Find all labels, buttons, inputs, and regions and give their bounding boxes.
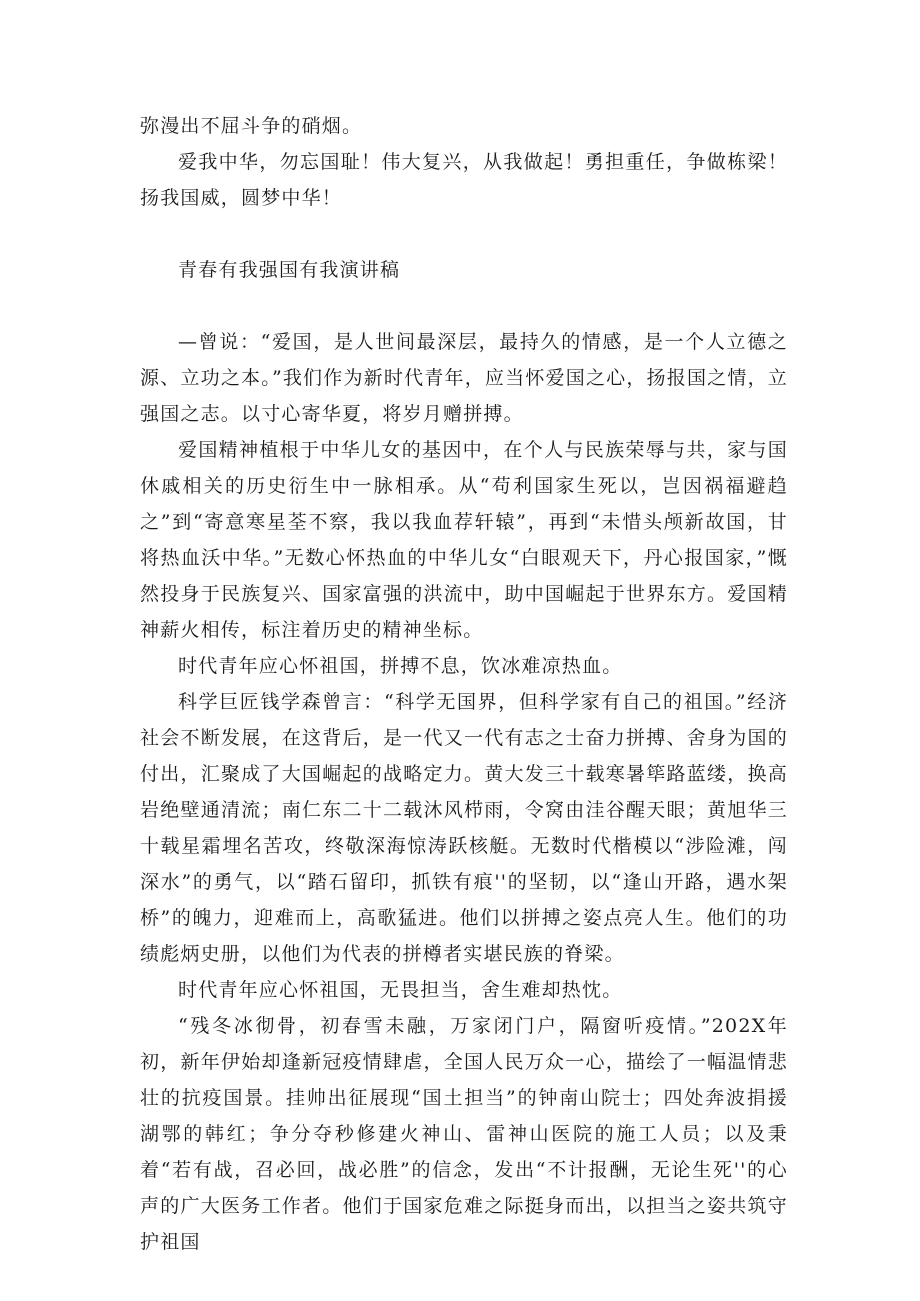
- paragraph-heading-strive: 时代青年应心怀祖国，拼搏不息，饮冰难凉热血。: [178, 655, 623, 677]
- paragraph-slogan: 爱我中华，勿忘国耻！伟大复兴，从我做起！勇担重任，争做栋梁！扬我国威，圆梦中华！: [140, 151, 788, 209]
- paragraph-scientists: 科学巨匠钱学森曾言：“科学无国界，但科学家有自己的祖国。”经济社会不断发展，在这背后，是一代又一代有志之士奋力拼搏、舍身为国的付出，汇聚成了大国崛起的战略定力。黄大发三十载寒暑筚路蓝缕，换高岩绝壁通清流；南仁东二十二载沐风栉雨，令窝由洼谷醒天眼；黄旭华三十载星霜埋名苦攻，终敬深海惊涛跃核艇。无数时代楷模以“涉险滩，闯深水”的勇气，以“踏石留印，抓铁有痕''的坚韧，以“逢山开路，遇水架桥”的魄力，迎难而上，高歌猛进。他们以拼搏之姿点亮人生。他们的功绩彪炳史册，以他们为代表的拼樽者实堪民族的脊梁。: [140, 691, 788, 965]
- paragraph-heading-responsibility: 时代青年应心怀祖国，无畏担当，舍生难却热忱。: [178, 979, 623, 1001]
- paragraph-epidemic: “残冬冰彻骨，初春雪未融，万家闭门户，隔窗听疫情。”202X年初，新年伊始却逢新冠疫情肆虐，全国人民万众一心，描绘了一幅温情悲壮的抗疫国景。挂帅出征展现“国土担当”的钟南山院士；四处奔波捐援湖鄂的韩红；争分夺秒修建火神山、雷神山医院的施工人员；以及秉着“若有战，召必回，战必胜”的信念，发出“不计报酬，无论生死''的心声的广大医务工作者。他们于国家危难之际挺身而出，以担当之姿共筑守护祖国: [140, 1015, 788, 1253]
- paragraph-continuation: 弥漫出不屈斗争的硝烟。: [140, 115, 363, 137]
- document-page: [140, 108, 788, 1260]
- paragraph-patriotism: 爱国精神植根于中华儿女的基因中，在个人与民族荣辱与共，家与国休戚相关的历史衍生中一脉相承。从“苟利国家生死以，岂因祸福避趋之”到“寄意寒星荃不察，我以我血荐轩辕”，再到“未惜头颅新故国，甘将热血沃中华。”无数心怀热血的中华儿女“白眼观天下，丹心报国家，”慨然投身于民族复兴、国家富强的洪流中，助中国崛起于世界东方。爱国精神薪火相传，标注着历史的精神坐标。: [140, 439, 788, 641]
- paragraph-intro: —曾说：“爱国，是人世间最深层，最持久的情感，是一个人立德之源、立功之本。”我们作为新时代青年，应当怀爱国之心，扬报国之情，立强国之志。以寸心寄华夏，将岁月赠拼搏。: [140, 331, 788, 425]
- speech-title: 青春有我强国有我演讲稿: [178, 259, 401, 281]
